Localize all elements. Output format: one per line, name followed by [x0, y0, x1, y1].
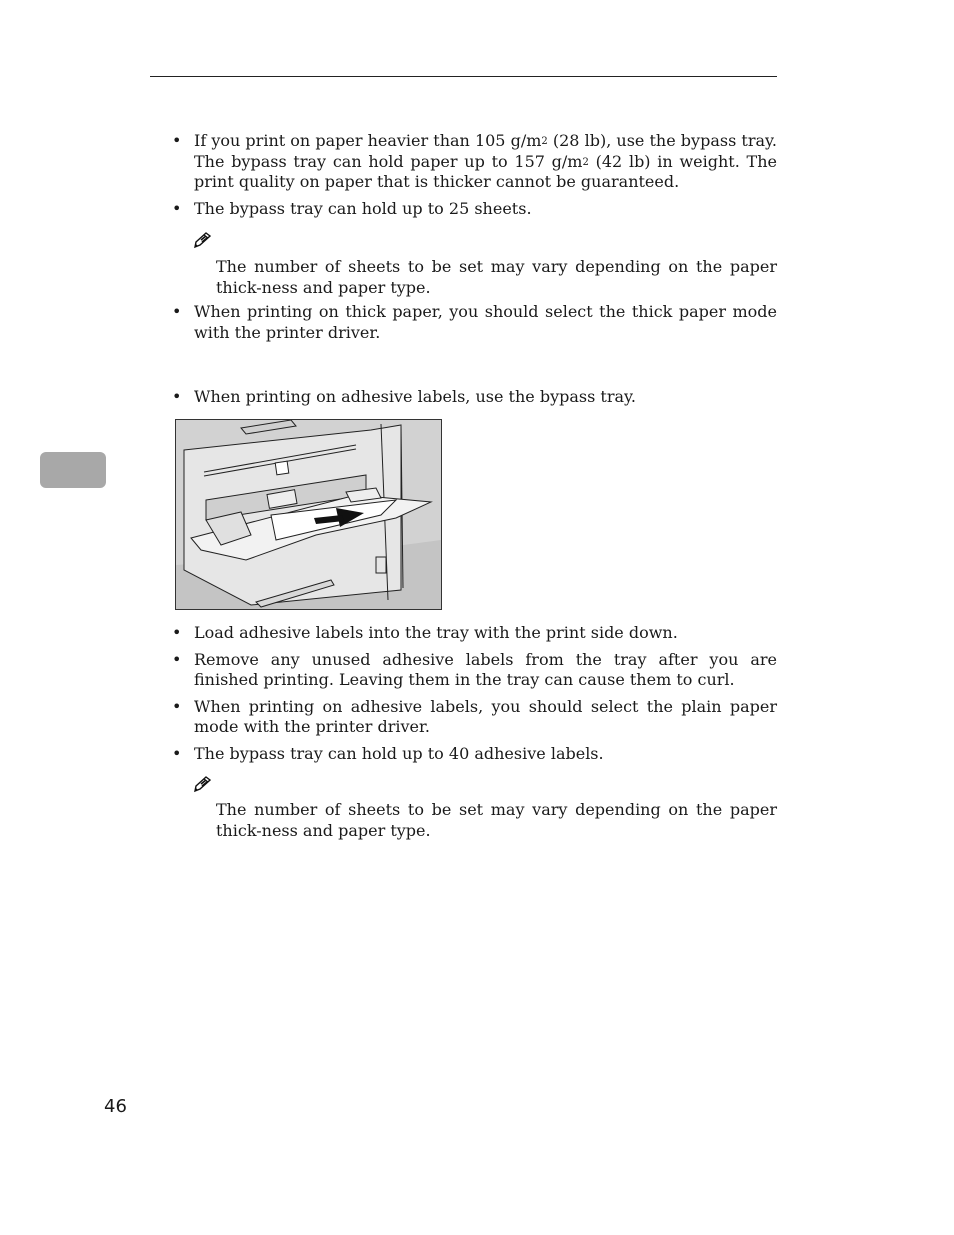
header-rule [150, 76, 777, 77]
bullet-plain-paper-mode: • When printing on adhesive labels, you should select the plain paper mode with the printer driver. [172, 697, 777, 738]
bullet-25-sheets: • The bypass tray can hold up to 25 sheets. [172, 199, 777, 220]
note-text-1: The number of sheets to be set may vary depending on the paper thick-ness and paper type. [216, 257, 777, 297]
bullet-list-heavy [172, 131, 777, 225]
bypass-tray-illustration [175, 419, 442, 610]
pencil-icon [192, 775, 214, 793]
bullet-list-labels-intro [172, 387, 777, 414]
bullet-thick-mode: • When printing on thick paper, you should select the thick paper mode with the printer driver. [172, 302, 777, 343]
chapter-tab [40, 452, 106, 488]
bullet-40-labels: • The bypass tray can hold up to 40 adhesive labels. [172, 744, 777, 765]
bullet-list-thick-mode [172, 302, 777, 349]
page-number: 46 [104, 1096, 127, 1117]
bullet-heavy-paper: • If you print on paper heavier than 105 $g/m^2$ (28 lb), use the bypass tray. The bypass tray can hold paper up to 157 $g/m^2$ (42 lb) in weight. The print quality on paper that is thicker cannot be guaranteed. [172, 131, 777, 193]
bullet-print-side-down: • Load adhesive labels into the tray with the print side down. [172, 623, 777, 644]
note-text-2: The number of sheets to be set may vary depending on the paper thick-ness and paper type. [216, 800, 777, 840]
pencil-icon [192, 231, 214, 249]
printer-bypass-tray-image [176, 420, 441, 609]
bullet-remove-unused: • Remove any unused adhesive labels from the tray after you are finished printing. Leaving them in the tray can cause them to curl. [172, 650, 777, 691]
bullet-labels-bypass: • When printing on adhesive labels, use the bypass tray. [172, 387, 777, 408]
bullet-list-labels [172, 623, 777, 770]
